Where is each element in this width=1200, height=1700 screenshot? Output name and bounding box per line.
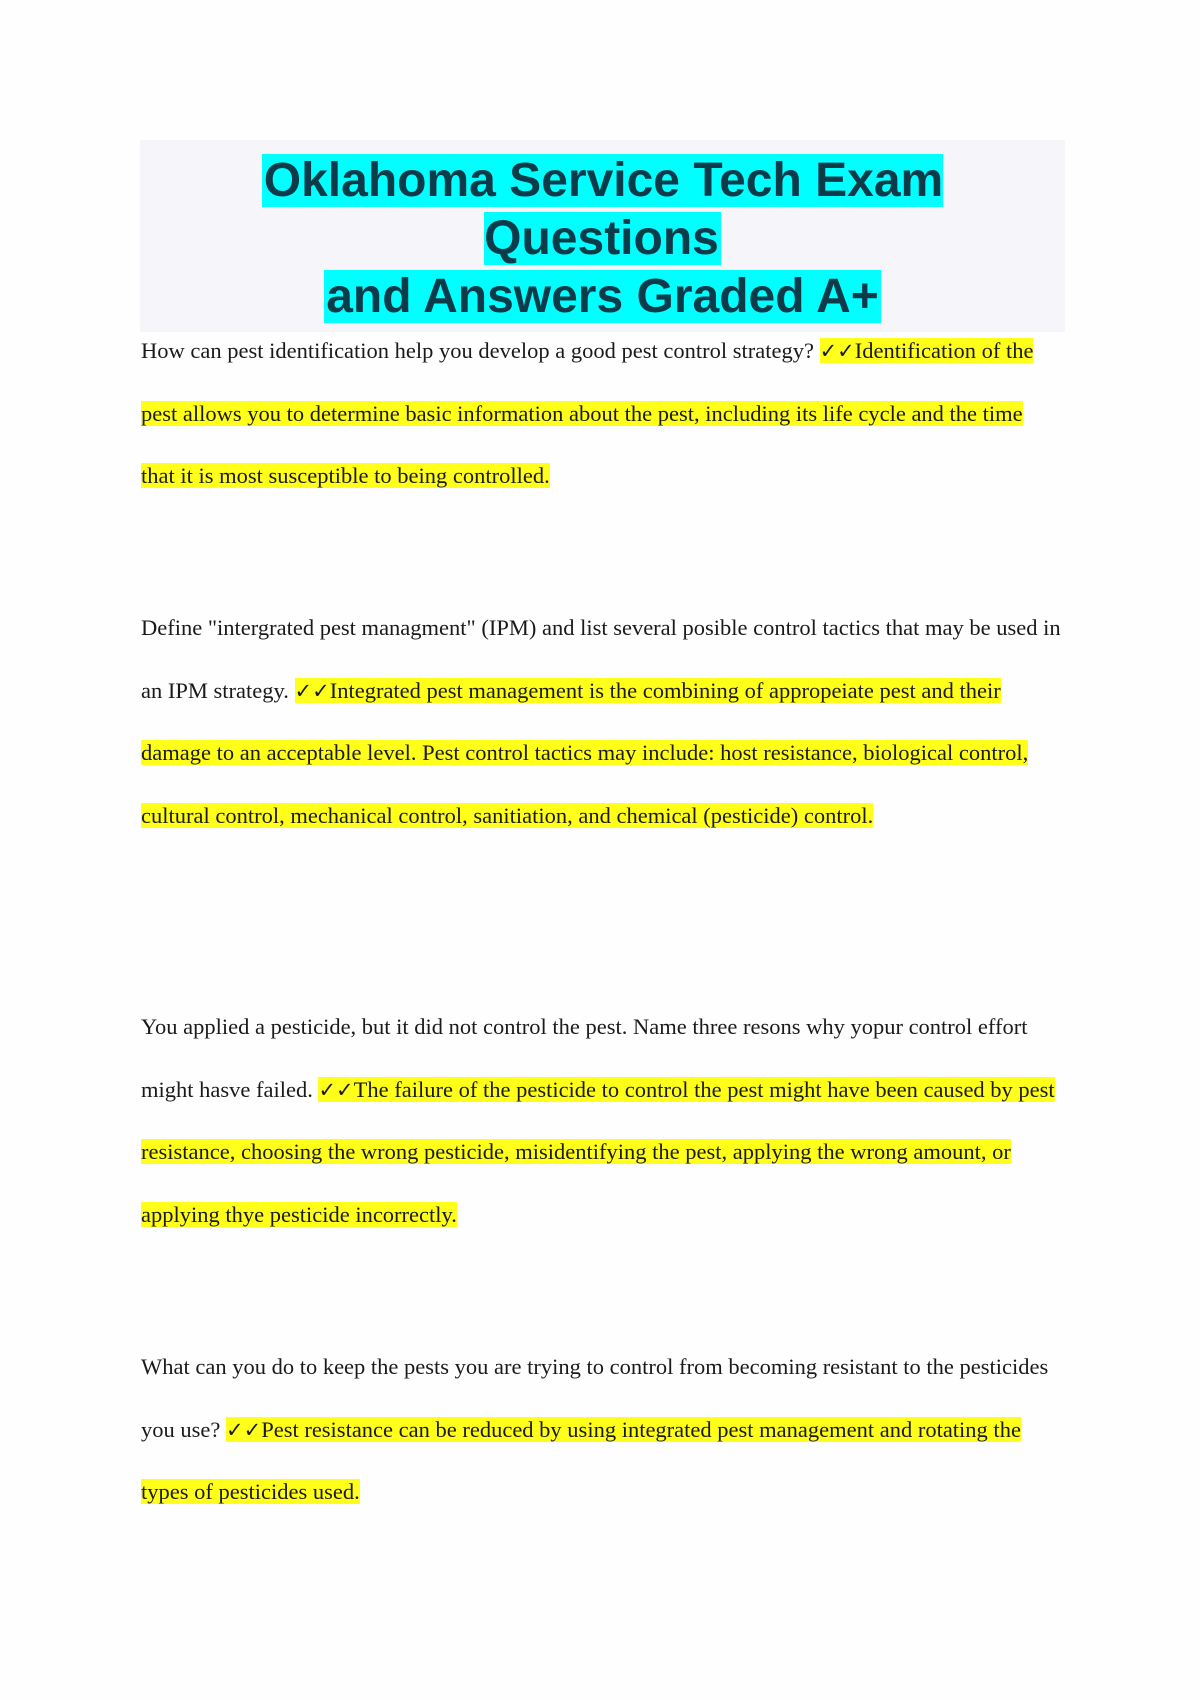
- qa-item: [141, 996, 1061, 1246]
- double-check-icon: ✓✓: [318, 1077, 354, 1102]
- answer-text: The failure of the pesticide to control the pest might have been caused by pest resistance, choosing the wrong pesticide, misidentifying the pest, applying the wrong amount, or applying thye pesticide incorrectly.: [141, 1076, 1055, 1227]
- answer-highlight: [141, 1417, 1021, 1505]
- question-text: Define "intergrated pest managment" (IPM) and list several posible control tactics that may be used in an IPM strategy.: [141, 615, 1061, 703]
- answer-text: Pest resistance can be reduced by using integrated pest management and rotating the types of pesticides used.: [141, 1416, 1021, 1504]
- question-text: How can pest identification help you develop a good pest control strategy?: [141, 338, 820, 363]
- qa-item: [141, 1336, 1061, 1524]
- double-check-icon: ✓✓: [819, 339, 855, 363]
- answer-text: Identification of the pest allows you to determine basic information about the pest, including its life cycle and the time that it is most susceptible to being controlled.: [141, 338, 1034, 488]
- double-check-icon: ✓✓: [225, 1417, 262, 1442]
- double-check-icon: ✓✓: [294, 678, 330, 703]
- qa-item: [141, 597, 1061, 847]
- title-line-2: and Answers Graded A+: [326, 270, 879, 323]
- question-text: What can you do to keep the pests you are trying to control from becoming resistant to the pesticides you use?: [141, 1354, 1049, 1442]
- title-line-1: Oklahoma Service Tech Exam Questions: [263, 154, 944, 265]
- document-title: [140, 152, 1065, 326]
- answer-text: Integrated pest management is the combining of appropeiate pest and their damage to an acceptable level. Pest control tactics may include: host resistance, biological control, cultural control, mechanical control, sanitiation, and chemical (pesticide) control.: [141, 677, 1029, 828]
- question-text: You applied a pesticide, but it did not control the pest. Name three resons why yopur control effort might hasve failed.: [141, 1014, 1028, 1102]
- qa-item: [141, 320, 1061, 508]
